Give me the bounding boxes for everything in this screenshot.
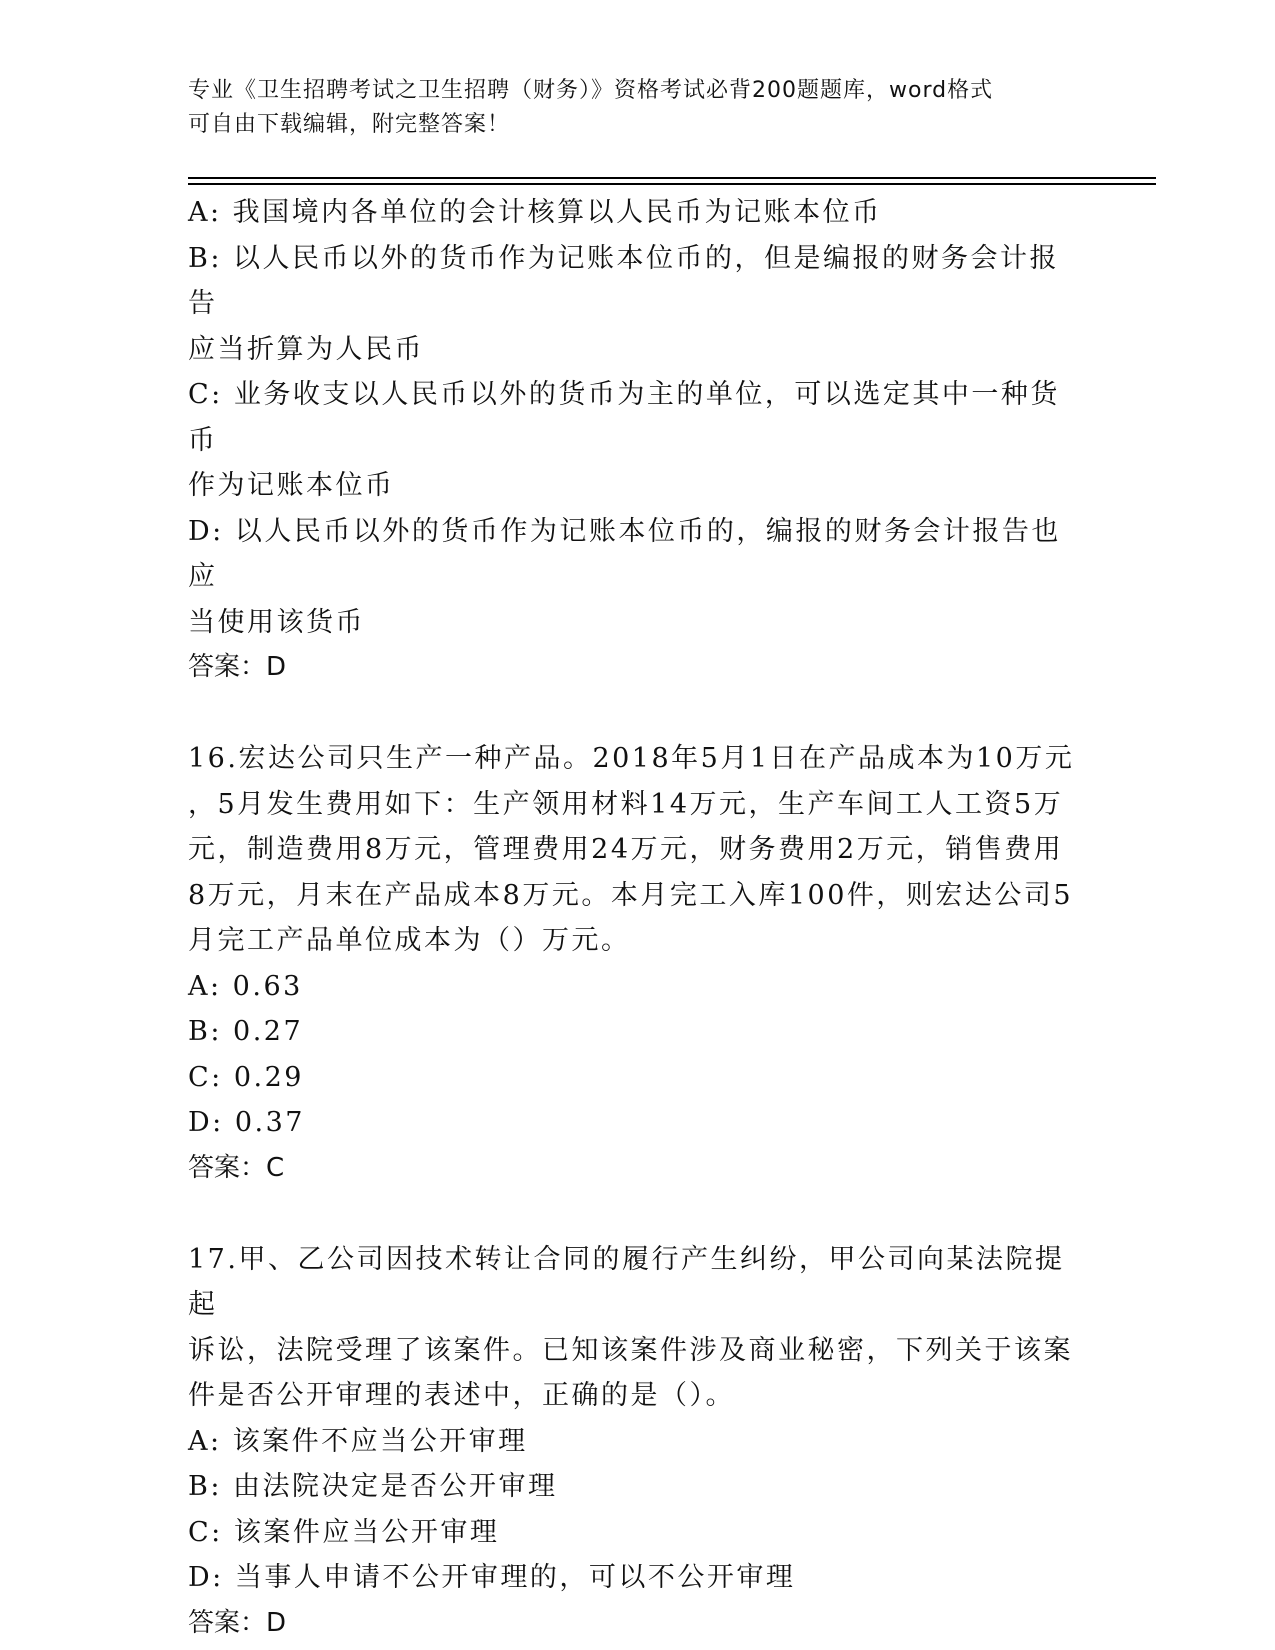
q16-option-b: B: 0.27: [188, 1016, 304, 1047]
q17-option-a: A: 该案件不应当公开审理: [188, 1425, 528, 1457]
header-line-2: 可自由下载编辑，附完整答案！: [188, 112, 511, 137]
q16-answer: 答案：C: [188, 1152, 285, 1183]
question-spacer: [188, 691, 1078, 737]
q16-stem-line: 16.宏达公司只生产一种产品。2018年5月1日在产品成本为10万元: [188, 743, 1075, 774]
q15-option-c: C: 业务收支以人民币以外的货币为主的单位，可以选定其中一种货币: [188, 379, 1060, 456]
q16-stem-line: ，5月发生费用如下：生产领用材料14万元，生产车间工人工资5万: [188, 788, 1064, 820]
q16-stem-line: 元，制造费用8万元，管理费用24万元，财务费用2万元，销售费用: [188, 834, 1064, 865]
q16-option-d: D: 0.37: [188, 1107, 305, 1138]
q15-answer: 答案：D: [188, 652, 287, 682]
q17-answer: 答案：D: [188, 1607, 287, 1638]
q17-stem-line: 件是否公开审理的表述中，正确的是（）。: [188, 1380, 735, 1411]
question-15: [188, 190, 1078, 691]
header-divider-top: [188, 177, 1156, 179]
question-17: [188, 1237, 1078, 1647]
q15-option-d-cont: 当使用该货币: [188, 606, 365, 638]
q16-option-a: A: 0.63: [188, 970, 303, 1002]
q17-stem-line: 17.甲、乙公司因技术转让合同的履行产生纠纷，甲公司向某法院提起: [188, 1243, 1065, 1320]
q15-option-b: B: 以人民币以外的货币作为记账本位币的，但是编报的财务会计报告: [188, 242, 1060, 319]
header-divider-bottom: [188, 183, 1156, 185]
document-header: [188, 74, 1068, 142]
q15-option-d: D: 以人民币以外的货币作为记账本位币的，编报的财务会计报告也应: [188, 515, 1061, 592]
q17-option-d: D: 当事人申请不公开审理的，可以不公开审理: [188, 1562, 796, 1593]
document-body: [188, 190, 1078, 1646]
q16-option-c: C: 0.29: [188, 1061, 304, 1093]
question-16: [188, 736, 1078, 1191]
q15-option-b-cont: 应当折算为人民币: [188, 333, 424, 365]
q17-option-c: C: 该案件应当公开审理: [188, 1516, 500, 1548]
q16-stem-line: 8万元，月末在产品成本8万元。本月完工入库100件，则宏达公司5: [188, 879, 1074, 911]
q17-stem-line: 诉讼，法院受理了该案件。已知该案件涉及商业秘密，下列关于该案: [188, 1334, 1073, 1366]
header-line-1: 专业《卫生招聘考试之卫生招聘（财务）》资格考试必背200题题库，word格式: [188, 78, 994, 103]
q16-stem-line: 月完工产品单位成本为（）万元。: [188, 925, 631, 956]
q15-option-a: A: 我国境内各单位的会计核算以人民币为记账本位币: [188, 197, 882, 228]
q17-option-b: B: 由法院决定是否公开审理: [188, 1471, 558, 1502]
question-spacer: [188, 1191, 1078, 1237]
q15-option-c-cont: 作为记账本位币: [188, 470, 395, 501]
